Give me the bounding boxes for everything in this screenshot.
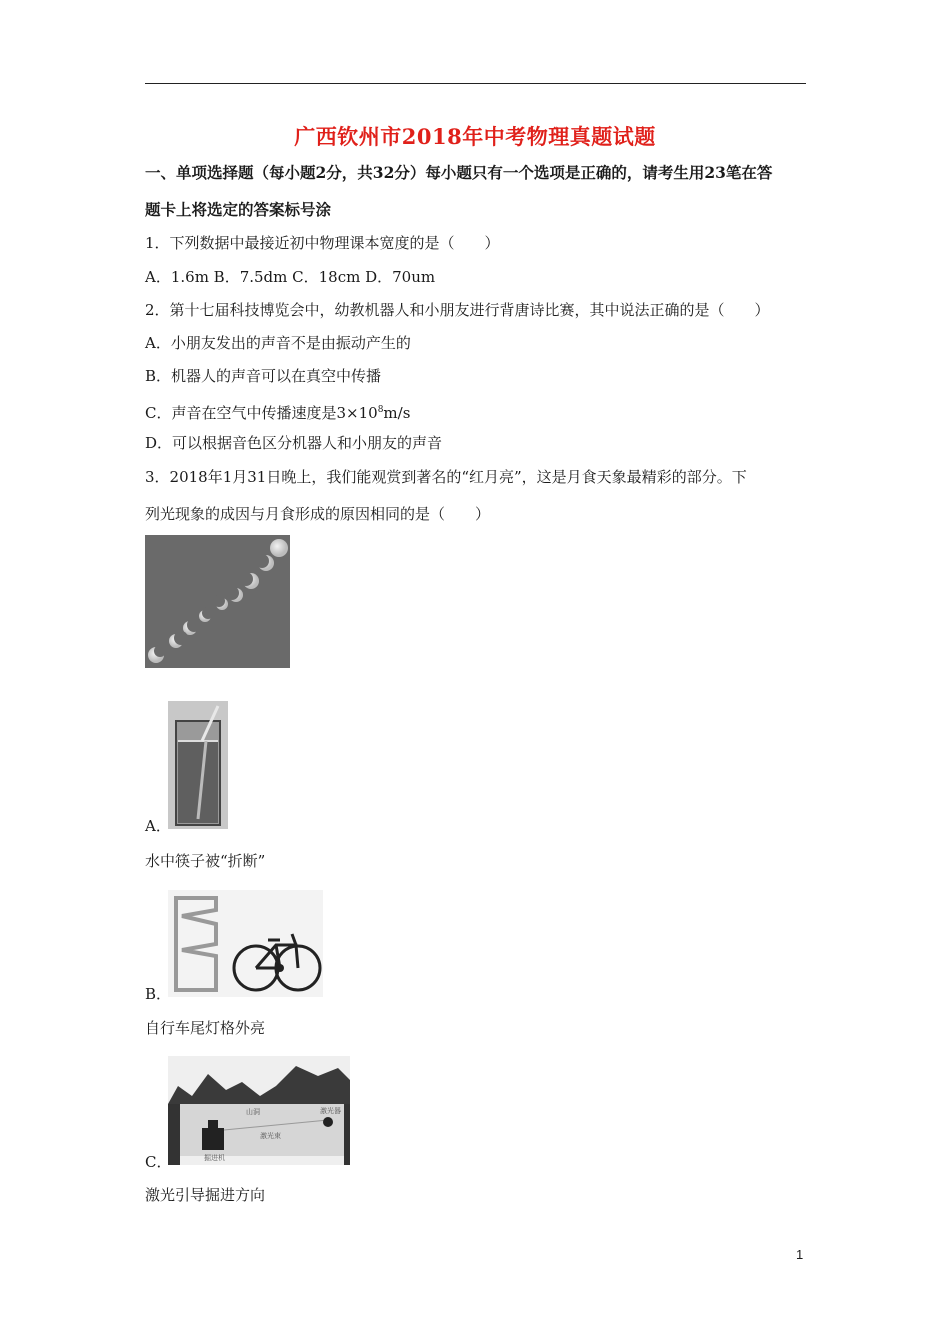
glass-chopstick-image — [168, 701, 228, 829]
question-2-option-c — [145, 400, 410, 423]
option-c-caption: 激光引导掘进方向 — [145, 1186, 266, 1204]
question-2-option-b: B．机器人的声音可以在真空中传播 — [145, 367, 382, 385]
question-3-stem-line-1: 3．2018年1月31日晚上，我们能观赏到著名的“红月亮”，这是月食天象最精彩的部分。下 — [145, 468, 747, 486]
question-3-stem-line-2: 列光现象的成因与月食形成的原因相同的是（ ） — [145, 505, 491, 523]
section-heading-line-1: 一、单项选择题（每小题2分，共32分）每小题只有一个选项是正确的，请考生用23笔在答 — [145, 163, 773, 182]
section-heading-line-2: 题卡上将选定的答案标号涂 — [145, 200, 332, 219]
tunneling-machine-label: 掘进机 — [204, 1154, 225, 1162]
page-number: 1 — [796, 1247, 804, 1262]
option-a-caption: 水中筷子被“折断” — [145, 852, 266, 870]
option-c-unit: m/s — [383, 404, 411, 422]
option-b-label: B． — [145, 985, 172, 1003]
lunar-eclipse-image — [145, 535, 290, 668]
laser-device-label: 激光器 — [320, 1107, 341, 1115]
question-1-stem: 1．下列数据中最接近初中物理课本宽度的是（ ） — [145, 234, 500, 252]
laser-beam-label: 激光束 — [260, 1132, 281, 1140]
option-a-label: A． — [145, 817, 171, 835]
bicycle-reflector-image — [168, 890, 323, 997]
question-2-stem: 2．第十七届科技博览会中，幼教机器人和小朋友进行背唐诗比赛，其中说法正确的是（ ） — [145, 301, 770, 319]
laser-tunnel-image — [168, 1056, 350, 1165]
option-c-exponent: 8 — [377, 405, 384, 415]
cave-label: 山洞 — [246, 1108, 260, 1116]
question-2-option-a: A．小朋友发出的声音不是由振动产生的 — [145, 334, 411, 352]
option-c-text: C．声音在空气中传播速度是3×10 — [145, 404, 378, 422]
question-2-option-d: D．可以根据音色区分机器人和小朋友的声音 — [145, 434, 443, 452]
question-1-options: A．1.6m B．7.5dm C．18cm D．70um — [145, 268, 436, 286]
option-c-label: C． — [145, 1153, 172, 1171]
option-b-caption: 自行车尾灯格外亮 — [145, 1019, 266, 1037]
header-rule — [145, 83, 806, 84]
page-title: 广西钦州市2018年中考物理真题试题 — [294, 124, 656, 149]
